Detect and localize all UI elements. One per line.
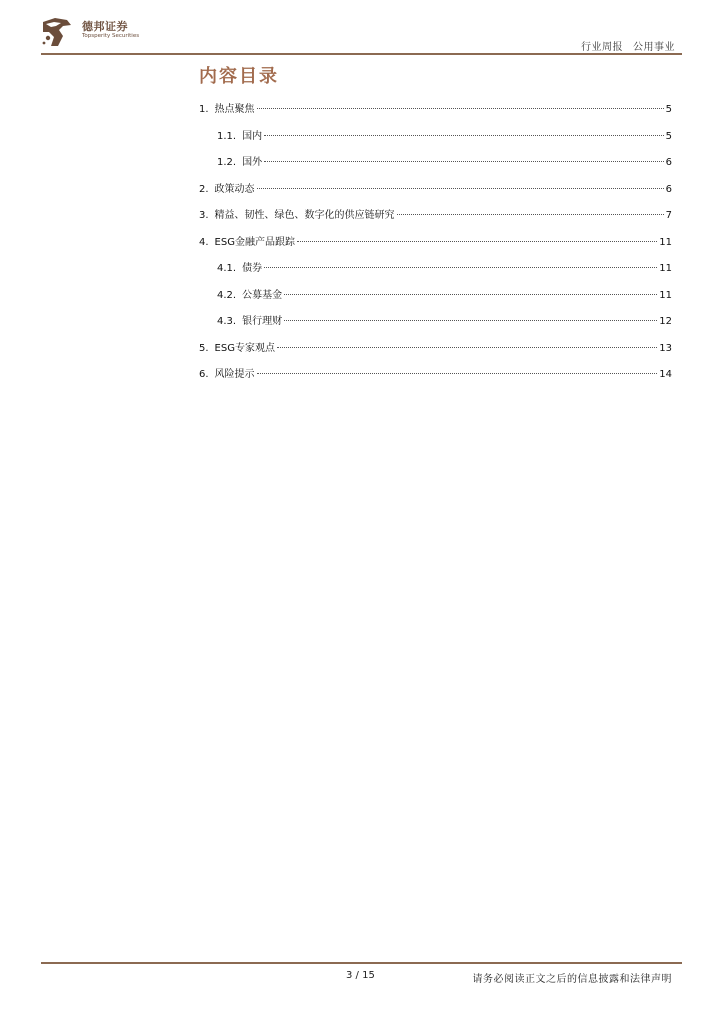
toc-title: 内容目录 <box>199 66 279 87</box>
toc-entry-label: 风险提示 <box>214 369 255 380</box>
toc-entry-page: 11 <box>659 263 672 274</box>
header-tags <box>581 38 675 53</box>
toc-leader-dots <box>264 161 664 162</box>
table-of-contents <box>199 64 672 394</box>
toc-entry[interactable] <box>199 261 672 288</box>
toc-leader-dots <box>257 373 658 374</box>
toc-entry-page: 7 <box>665 210 672 221</box>
toc-entry-label: ESG金融产品跟踪 <box>214 236 295 248</box>
brand-name-cn: 德邦证券 <box>82 20 128 33</box>
toc-entry[interactable] <box>199 129 672 156</box>
toc-entry-page: 13 <box>659 342 672 354</box>
toc-leader-dots <box>284 320 657 321</box>
header-divider <box>41 53 682 55</box>
toc-entry[interactable] <box>199 235 672 262</box>
page-header <box>0 0 724 60</box>
toc-entry-number: 4.1. <box>217 263 237 274</box>
toc-entry-number: 3. <box>199 210 209 221</box>
toc-entry-label: 精益、韧性、绿色、数字化的供应链研究 <box>214 210 395 221</box>
toc-entry-number: 1.2. <box>217 157 237 168</box>
toc-entry-label: 银行理财 <box>242 316 283 327</box>
toc-entry[interactable] <box>199 102 672 129</box>
toc-entry-label: ESG专家观点 <box>214 342 275 354</box>
toc-entry-page: 12 <box>659 316 672 327</box>
toc-entry[interactable] <box>199 208 672 235</box>
toc-entry-page: 5 <box>665 130 672 142</box>
toc-leader-dots <box>257 188 664 189</box>
toc-entry[interactable] <box>199 288 672 315</box>
report-type: 行业周报 <box>581 42 623 53</box>
toc-leader-dots <box>284 294 657 295</box>
page-indicator: 3 / 15 <box>346 970 375 981</box>
disclaimer-text: 请务必阅读正文之后的信息披露和法律声明 <box>472 974 672 985</box>
toc-entry-number: 4.2. <box>217 289 237 301</box>
toc-entry-label: 国内 <box>242 130 263 142</box>
toc-entry-label: 热点聚焦 <box>214 104 255 115</box>
toc-entry-label: 政策动态 <box>214 183 255 195</box>
toc-entry-number: 5. <box>199 342 209 354</box>
toc-entry-page: 6 <box>665 183 672 195</box>
toc-leader-dots <box>257 108 664 109</box>
toc-entry[interactable] <box>199 182 672 209</box>
toc-entry[interactable] <box>199 155 672 182</box>
toc-entry[interactable] <box>199 367 672 394</box>
toc-leader-dots <box>297 241 657 242</box>
toc-entry-label: 债券 <box>242 263 263 274</box>
toc-entry-number: 4. <box>199 236 209 248</box>
toc-list <box>199 102 672 394</box>
toc-entry[interactable] <box>199 314 672 341</box>
toc-entry-page: 11 <box>659 236 672 248</box>
brand-name-en: Topsperity Securities <box>82 33 140 39</box>
toc-leader-dots <box>264 135 664 136</box>
footer-divider <box>41 962 682 964</box>
toc-entry[interactable] <box>199 341 672 368</box>
toc-entry-number: 1.1. <box>217 130 237 142</box>
sector-name: 公用事业 <box>633 42 675 53</box>
toc-leader-dots <box>277 347 657 348</box>
toc-entry-page: 11 <box>659 289 672 301</box>
toc-entry-number: 6. <box>199 369 209 380</box>
toc-leader-dots <box>264 267 657 268</box>
toc-leader-dots <box>397 214 664 215</box>
toc-entry-label: 公募基金 <box>242 289 283 301</box>
toc-entry-page: 14 <box>659 369 672 380</box>
toc-entry-page: 6 <box>665 157 672 168</box>
toc-entry-number: 4.3. <box>217 316 237 327</box>
toc-entry-label: 国外 <box>242 157 263 168</box>
toc-entry-number: 2. <box>199 183 209 195</box>
toc-entry-page: 5 <box>665 104 672 115</box>
topsperity-logo-icon <box>41 16 73 48</box>
toc-entry-number: 1. <box>199 104 209 115</box>
